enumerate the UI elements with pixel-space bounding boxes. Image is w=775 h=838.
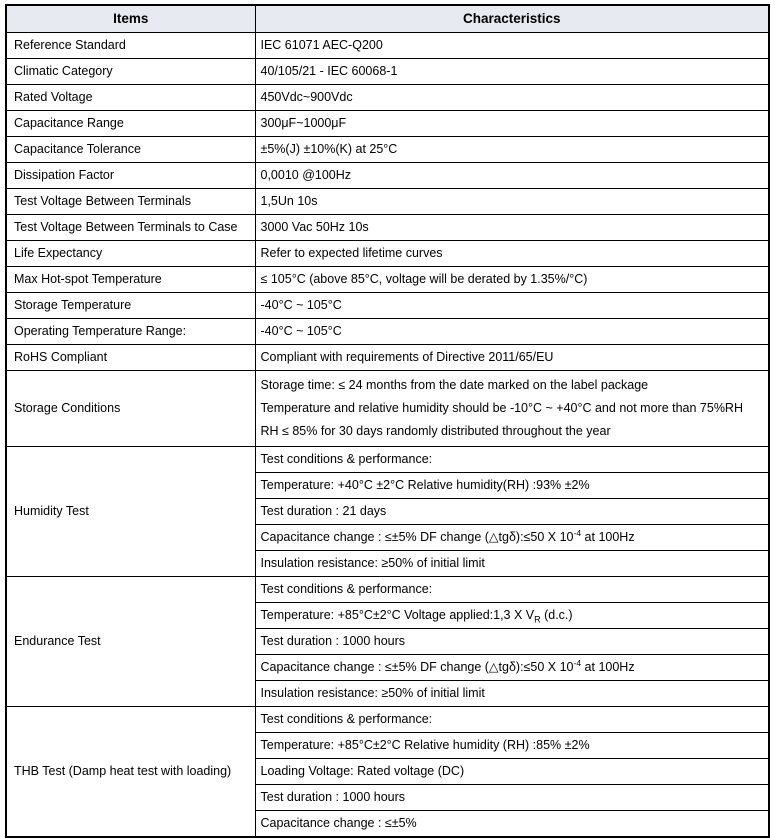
- thb-test-subrow: Loading Voltage: Rated voltage (DC): [255, 759, 769, 785]
- row-value: ≤ 105°C (above 85°C, voltage will be derated by 1.35%/°C): [255, 267, 769, 293]
- thb-test-subrow: Temperature: +85°C±2°C Relative humidity (RH) :85% ±2%: [255, 733, 769, 759]
- row-value: 3000 Vac 50Hz 10s: [255, 215, 769, 241]
- row-value: 450Vdc~900Vdc: [255, 85, 769, 111]
- table-row: [6, 33, 769, 59]
- row-value: 300μF~1000μF: [255, 111, 769, 137]
- storage-conditions-line: Temperature and relative humidity should be -10°C ~ +40°C and not more than 75%RH: [260, 401, 743, 415]
- row-item-label: Rated Voltage: [6, 85, 255, 111]
- table-row: [6, 267, 769, 293]
- thb-test-subrow: Test duration : 1000 hours: [255, 785, 769, 811]
- specification-table-container: [5, 4, 768, 838]
- row-item-label: Storage Conditions: [6, 371, 255, 447]
- endurance-df-change-pre: Capacitance change : ≤±5% DF change (△tgδ):≤50 X 10: [260, 659, 574, 674]
- table-row-humidity-test: [6, 447, 769, 473]
- row-item-label: Dissipation Factor: [6, 163, 255, 189]
- row-item-label: Max Hot-spot Temperature: [6, 267, 255, 293]
- table-row-thb-test: [6, 707, 769, 733]
- row-value: 1,5Un 10s: [255, 189, 769, 215]
- endurance-test-subrow: Test conditions & performance:: [255, 577, 769, 603]
- endurance-test-subrow: Insulation resistance: ≥50% of initial limit: [255, 681, 769, 707]
- column-header-characteristics: Characteristics: [255, 5, 769, 33]
- humidity-test-subrow: Test conditions & performance:: [255, 447, 769, 473]
- humidity-df-exponent: -4: [573, 527, 582, 538]
- row-item-label: Test Voltage Between Terminals: [6, 189, 255, 215]
- endurance-df-change-post: at 100Hz: [581, 659, 635, 674]
- table-row: [6, 215, 769, 241]
- row-value: -40°C ~ 105°C: [255, 293, 769, 319]
- table-header: [6, 5, 769, 33]
- row-item-label: Life Expectancy: [6, 241, 255, 267]
- humidity-test-subrow: Insulation resistance: ≥50% of initial limit: [255, 551, 769, 577]
- storage-conditions-line: RH ≤ 85% for 30 days randomly distributed throughout the year: [260, 424, 611, 438]
- row-value: Refer to expected lifetime curves: [255, 241, 769, 267]
- humidity-test-subrow: [255, 525, 769, 551]
- row-item-label: Capacitance Tolerance: [6, 137, 255, 163]
- row-value: IEC 61071 AEC-Q200: [255, 33, 769, 59]
- table-row-endurance-test: [6, 577, 769, 603]
- table-row-storage-conditions: [6, 371, 769, 447]
- column-header-items: Items: [6, 5, 255, 33]
- table-row: [6, 345, 769, 371]
- row-item-label: Capacitance Range: [6, 111, 255, 137]
- endurance-voltage-post: (d.c.): [540, 607, 573, 622]
- storage-conditions-value: [255, 371, 769, 447]
- table-header-row: [6, 5, 769, 33]
- endurance-test-subrow: [255, 655, 769, 681]
- row-item-label: Endurance Test: [6, 577, 255, 707]
- row-item-label: Operating Temperature Range:: [6, 319, 255, 345]
- row-value: -40°C ~ 105°C: [255, 319, 769, 345]
- humidity-test-subrow: Temperature: +40°C ±2°C Relative humidity(RH) :93% ±2%: [255, 473, 769, 499]
- endurance-df-exponent: -4: [573, 657, 582, 668]
- humidity-df-change-pre: Capacitance change : ≤±5% DF change (△tgδ):≤50 X 10: [260, 529, 574, 544]
- table-row: [6, 241, 769, 267]
- row-item-label: RoHS Compliant: [6, 345, 255, 371]
- thb-test-subrow: Test conditions & performance:: [255, 707, 769, 733]
- storage-conditions-line: Storage time: ≤ 24 months from the date marked on the label package: [260, 378, 649, 392]
- table-body: [6, 33, 769, 838]
- row-value: 40/105/21 - IEC 60068-1: [255, 59, 769, 85]
- table-row: [6, 59, 769, 85]
- table-row: [6, 137, 769, 163]
- row-item-label: Storage Temperature: [6, 293, 255, 319]
- table-row: [6, 189, 769, 215]
- table-row: [6, 163, 769, 189]
- row-item-label: Climatic Category: [6, 59, 255, 85]
- table-row: [6, 319, 769, 345]
- humidity-test-subrow: Test duration : 21 days: [255, 499, 769, 525]
- endurance-test-subrow: [255, 603, 769, 629]
- row-item-label: Reference Standard: [6, 33, 255, 59]
- endurance-voltage-subscript: R: [534, 614, 541, 625]
- table-row: [6, 85, 769, 111]
- endurance-test-subrow: Test duration : 1000 hours: [255, 629, 769, 655]
- table-row: [6, 111, 769, 137]
- row-item-label: THB Test (Damp heat test with loading): [6, 707, 255, 838]
- row-value: Compliant with requirements of Directive 2011/65/EU: [255, 345, 769, 371]
- specification-table: [5, 4, 770, 838]
- row-item-label: Test Voltage Between Terminals to Case: [6, 215, 255, 241]
- row-item-label: Humidity Test: [6, 447, 255, 577]
- row-value: ±5%(J) ±10%(K) at 25°C: [255, 137, 769, 163]
- table-row: [6, 293, 769, 319]
- endurance-voltage-pre: Temperature: +85°C±2°C Voltage applied:1,3 X V: [260, 607, 535, 622]
- thb-test-subrow: Capacitance change : ≤±5%: [255, 811, 769, 838]
- humidity-df-change-post: at 100Hz: [581, 529, 635, 544]
- row-value: 0,0010 @100Hz: [255, 163, 769, 189]
